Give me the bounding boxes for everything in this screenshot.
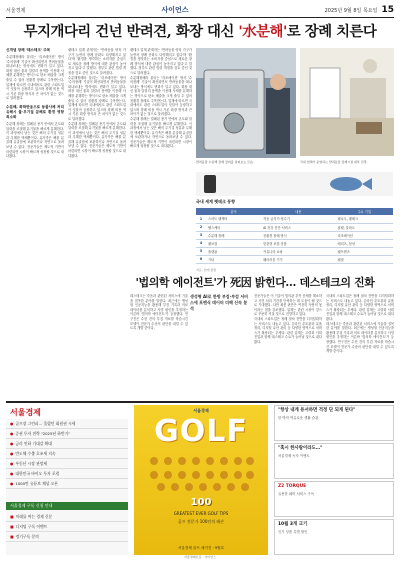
photo-strip: [196, 172, 393, 196]
golf-subtitle: GREATEST EVER GOLF TIPS: [173, 511, 229, 516]
table-row: 5 플랫폼 커뮤니티·쇼핑 펫프렌즈: [196, 247, 393, 255]
ad-subscribe-bar[interactable]: 서울경제 구독 신청 안내: [6, 502, 128, 510]
subhead-1: 신개념 장례 '테스테크' 주목: [6, 48, 51, 52]
article-body-1c: 수분해장례라 불리는 '리조메이션' 방식 '수의장례' 기술이 확산되면서 반려동물을 떠나보내는 방식에도 변화가 일고 있다. 화장 대신 물과 알칼리 용액을 이용해 사체를 분해하는 방식으로 탄소 배출을 크게 줄일 수 있어 친환경 장례로 주목받는다. 업계에 따르면 국내에서도 관련 스타트업이 잇달아 등장하고 있으며 장례 비용 역시 기존 화장 방식과 큰 차이가 없는 것으로 알려졌다.: [130, 75, 192, 117]
ad-list-item[interactable]: ● 증권 투자 전략 "2025년 하반기": [6, 429, 128, 439]
page-number: 15: [381, 5, 394, 15]
ad-right: [274, 405, 394, 555]
masthead: [6, 4, 394, 16]
col-header: [196, 208, 206, 215]
ad-list-item[interactable]: ● 부동산 시장 관망세: [6, 459, 128, 469]
section2-col-3: 국내외 스타트업은 장례 절차 전반을 디지털화하는 서비스도 내놓고 있다. 온라인 추모관과 유품 정리, 디지털 유산 관리 등 다양한 영역으로 서비스가 확장되는 추세다. 관련 업계는 고령화 사회 진입과 함께 데스테크 수요가 늘어날 것으로 내다봤다. 데스테크는 죽음과 관련된 서비스에 기술을 접목한 분야를 말한다. 최근에는 생성형 인공지능을 활용해 부검 기록과 의료 데이터를 분석하고 사망 원인을 추정하는 이른바 '법의학 에이전트'가 등장했다. 연구진은 수천 건의 부검 자료를 학습시킨 모델이 전문가 수준의 판단을 내릴 수 있도록 개발 중이다.: [326, 294, 394, 354]
photo-machine: [196, 48, 296, 158]
table-title: 국내 세계 펫테크 동향: [196, 199, 235, 204]
golf-note: 골프 전문가 100인의 레슨: [177, 519, 225, 524]
table-row: 6 기타 웨어러블 기기 펫핏: [196, 255, 393, 263]
ad-list-item[interactable]: ● 1000만 유튜브 채널 오픈: [6, 479, 128, 489]
golf-title: GOLF: [154, 414, 248, 449]
article-body-1: 수분해장례라 불리는 '리조메이션' 방식 '수의장례' 기술이 확산되면서 반려동물을 떠나보내는 방식에도 변화가 일고 있다. 화장 대신 물과 알칼리 용액을 이용해 사체를 분해하는 방식으로 탄소 배출을 크게 줄일 수 있어 친환경 장례로 주목받는다. 업계에 따르면 국내에서도 관련 스타트업이 잇달아 등장하고 있으며 장례 비용 역시 기존 화장 방식과 큰 차이가 없는 것으로 알려졌다.: [6, 55, 64, 101]
pettech-table: [196, 208, 393, 264]
golf-players-image: [144, 453, 258, 493]
section2-col-2: 전문가들은 이 기술이 법의관 부족 문제를 해소하고 사건 처리 기간을 단축하는 데 도움이 될 것으로 기대했다. 다만 최종 판단은 여전히 사람의 몫이라는 점을 강조했다. 업계는 관련 시장이 앞으로 꾸준히 커질 것으로 전망하고 있다. 국내외 스타트업은 장례 절차 전반을 디지털화하는 서비스도 내놓고 있다. 온라인 추모관과 유품 정리, 디지털 유산 관리 등 다양한 영역으로 서비스가 확장되는 추세다. 관련 업계는 고령화 사회 진입과 함께 데스테크 수요가 늘어날 것으로 내다봤다.: [254, 294, 322, 344]
col-header: 내용: [261, 208, 335, 215]
article-body-2c: 수분해 장례는 밀폐된 용기 안에서 온도와 압력을 조절해 유기물을 빠르게 분해한다. 이 과정에서 남는 것은 뼈의 무기질 성분과 무해한 액체뿐이다. 유가족은 뼈를 분골해 유골함에 보관하거나 자연으로 돌려보낼 수 있다. 전문가들은 제도적 기반이 마련되면 시장이 빠르게 성장할 것으로 내다봤다.: [130, 116, 192, 149]
section2-deck: 생성형 AI로 한방 부검·부검 서비스에 포렌식 데이터 더해 신속 분석: [190, 294, 249, 311]
table-row: 2 헬스케어 AI 건강 진단 서비스 핏펫, 알파도: [196, 223, 393, 231]
ad-box-3[interactable]: Z2 TORQUE 유용한 쉐어 서비스 구독: [274, 481, 394, 517]
table-source: 자료: 업계 종합: [196, 268, 217, 272]
paper-name: 서울경제: [6, 7, 26, 14]
golf-brand: 서울경제: [193, 408, 209, 413]
issue-date: 2025년 9월 8일 목요일: [324, 7, 378, 14]
main-headline: 무지개다리 건넌 반려견, 화장 대신 '水분해'로 장례 치른다: [23, 23, 377, 40]
ad-box-2[interactable]: "혹시 한사람이라도…" 서울경제 독자 이벤트: [274, 443, 394, 479]
ad-left-brand: 서울경제: [6, 405, 128, 419]
page-footer: 서울경제신문 · 사이언스: [184, 555, 216, 559]
golf-price: 서울경제 골프 매거진 · 9월호: [177, 546, 225, 550]
article-body-2: 수분해 장례는 밀폐된 용기 안에서 온도와 압력을 조절해 유기물을 빠르게 분해한다. 이 과정에서 남는 것은 뼈의 무기질 성분과 무해한 액체뿐이다. 유가족은 뼈를 분골해 유골함에 보관하거나 자연으로 돌려보낼 수 있다. 전문가들은 제도적 기반이 마련되면 시장이 빠르게 성장할 것으로 내다봤다.: [6, 121, 64, 159]
ad-list-item[interactable]: ● 골프장 그린피… 올랐던 회원권 시세: [6, 419, 128, 429]
col-header: 분야: [206, 208, 261, 215]
col-header: 주요 기업: [335, 208, 393, 215]
section2-headline: '법의학 에이전트'가 死因 밝힌다… 데스테크의 진화: [135, 276, 375, 289]
article-body-1b: 수분해장례라 불리는 '리조메이션' 방식 '수의장례' 기술이 확산되면서 반려동물을 떠나보내는 방식에도 변화가 일고 있다. 화장 대신 물과 알칼리 용액을 이용해 사체를 분해하는 방식으로 탄소 배출을 크게 줄일 수 있어 친환경 장례로 주목받는다. 업계에 따르면 국내에서도 관련 스타트업이 잇달아 등장하고 있으며 장례 비용 역시 기존 화장 방식과 큰 차이가 없는 것으로 알려졌다.: [68, 75, 126, 121]
article-col-3: [130, 48, 192, 270]
ad-list-item[interactable]: ■ 디지털 구독 이벤트: [6, 522, 128, 532]
ad-left[interactable]: [6, 405, 128, 555]
table-row: 1 스마트 펫케어 자동 급식기·정수기 펫나우, 펫테크: [196, 215, 393, 223]
ad-divider: [6, 401, 394, 403]
article-body-3: 펫테크 업계 관계자는 '반려동물 양육 가구가 늘면서 장례 문화도 다양해지고 있다'며 '환경을 생각하는 소비자를 중심으로 새로운 장례 방식에 대한 관심이 높아지고 있다'고 말했다. 정부도 관련 법령 개정을 검토 중인 것으로 알려졌다.: [68, 48, 126, 75]
article-col-2: [68, 48, 126, 270]
ad-list-item[interactable]: ● 대한민국 바이오 투자 포럼: [6, 469, 128, 479]
ad-list-item[interactable]: ■ 정기구독 문의: [6, 532, 128, 542]
section-name: 사이언스: [161, 6, 189, 14]
golf-number: 100: [190, 497, 212, 508]
article-col-1: [6, 48, 64, 270]
subhead-2: 수분해, 화학반응으로 동물사체 처리 유해시 물·무기질 분해로 환경 영향 최소화: [6, 104, 64, 119]
ad-box-4[interactable]: 10월 3개 크기 인기 상품 특별 할인: [274, 519, 394, 555]
ad-box-1[interactable]: "항상 내게 용서하면 걱정 단 되게 된다" 한 박자 여유로운 생활 습관: [274, 405, 394, 441]
article-body-2b: 수분해 장례는 밀폐된 용기 안에서 온도와 압력을 조절해 유기물을 빠르게 분해한다. 이 과정에서 남는 것은 뼈의 무기질 성분과 무해한 액체뿐이다. 유가족은 뼈를 분골해 유골함에 보관하거나 자연으로 돌려보낼 수 있다. 전문가들은 제도적 기반이 마련되면 시장이 빠르게 성장할 것으로 내다봤다.: [68, 121, 126, 158]
photo2-caption: 국내 업체가 운영하는 반려동물 장례시설 내부 전경.: [300, 160, 368, 164]
table-row: 4 펫보험 맞춤형 보험 상품 메리츠, 삼성: [196, 239, 393, 247]
photo1-caption: 반려동물 수분해 장례 장비를 살펴보는 모습.: [196, 160, 254, 164]
header-rule: [6, 17, 394, 18]
table-header-row: [196, 208, 393, 215]
ad-list-item[interactable]: ● 금리 인하 기대감 확대: [6, 439, 128, 449]
ad-list-item[interactable]: ● 반도체 수출 호조세 지속: [6, 449, 128, 459]
ad-list-item[interactable]: ■ 미래를 여는 경제 신문: [6, 512, 128, 522]
article-body-3b: 펫테크 업계 관계자는 '반려동물 양육 가구가 늘면서 장례 문화도 다양해지고 있다'며 '환경을 생각하는 소비자를 중심으로 새로운 장례 방식에 대한 관심이 높아지고 있다'고 말했다. 정부도 관련 법령 개정을 검토 중인 것으로 알려졌다.: [130, 48, 192, 75]
table-row: 3 수분해 장례 친환경 장례 방식 리조메이션: [196, 231, 393, 239]
ad-golf-magazine[interactable]: [134, 405, 268, 555]
section2-col-1: 데스테크는 죽음과 관련된 서비스에 기술을 접목한 분야를 말한다. 최근에는 생성형 인공지능을 활용해 부검 기록과 의료 데이터를 분석하고 사망 원인을 추정하는 이른바 '법의학 에이전트'가 등장했다. 연구진은 수천 건의 부검 자료를 학습시킨 모델이 전문가 수준의 판단을 내릴 수 있도록 개발 중이다.: [130, 294, 188, 331]
advertisement-area: [6, 405, 394, 555]
photo-facility: [300, 48, 394, 156]
